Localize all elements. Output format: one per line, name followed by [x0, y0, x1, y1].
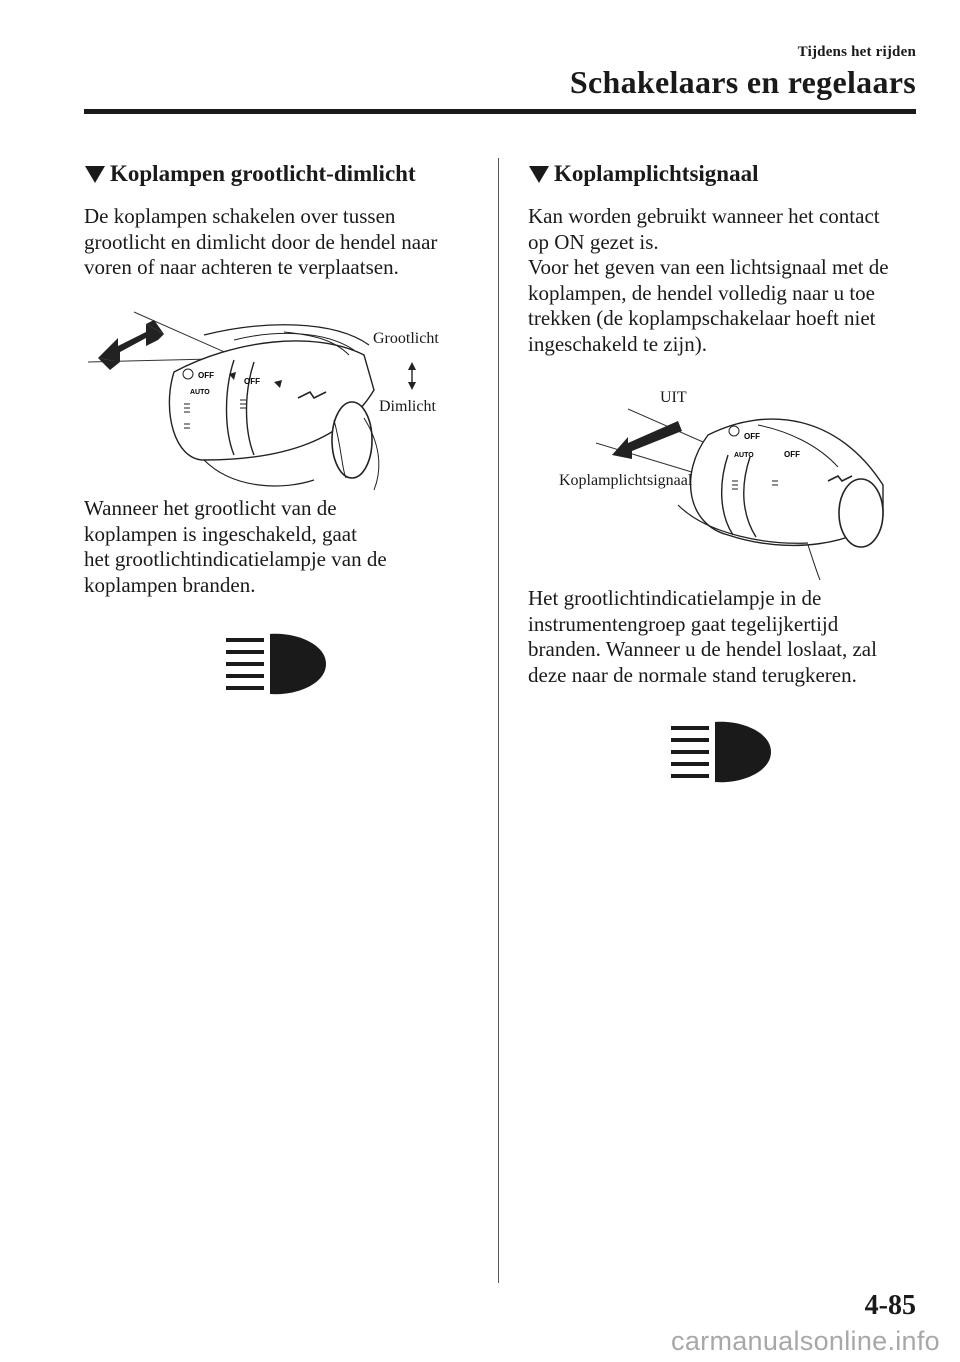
watermark: carmanualsonline.info — [671, 1326, 940, 1356]
label-low-beam: Dimlicht — [379, 398, 436, 415]
section-heading-text: Koplamplichtsignaal — [554, 161, 759, 186]
section-heading-text: Koplampen grootlicht-dimlicht — [110, 161, 416, 186]
section-high-low-beam — [84, 158, 484, 281]
header-divider — [84, 109, 916, 114]
paragraph-block — [84, 496, 484, 598]
paragraph: Wanneer het grootlicht van de koplampen is ingeschakeld, gaat het grootlichtindicatielampje van de koplampen branden. — [84, 496, 387, 597]
lever-figure-high-low — [84, 300, 484, 500]
svg-text:OFF: OFF — [784, 450, 800, 459]
high-beam-indicator-icon — [226, 632, 330, 696]
page-title: Schakelaars en regelaars — [569, 64, 916, 100]
column-divider — [498, 158, 499, 1283]
paragraph: De koplampen schakelen over tussen grootlicht en dimlicht door de hendel naar voren of naar achteren te verplaatsen. — [84, 204, 438, 279]
triangle-bullet-icon — [528, 164, 550, 184]
pull-arrow-icon — [612, 421, 682, 459]
svg-text:AUTO: AUTO — [734, 452, 754, 459]
svg-text:OFF: OFF — [198, 371, 214, 380]
paragraph: Kan worden gebruikt wanneer het contact op ON gezet is. Voor het geven van een lichtsignaal met de koplampen, de hendel volledig naar u toe trekken (de koplampschakelaar hoeft niet ingeschakeld te zijn). — [528, 204, 889, 356]
section-headlight-flasher — [528, 158, 928, 357]
high-beam-indicator-icon — [671, 720, 775, 784]
section-heading — [528, 158, 928, 190]
paragraph-block — [528, 586, 928, 688]
triangle-bullet-icon — [84, 164, 106, 184]
lever-figure-flasher — [528, 385, 928, 585]
label-flasher: Koplamplichtsignaal — [559, 472, 693, 489]
double-arrow-icon — [98, 320, 164, 370]
label-off: UIT — [660, 389, 687, 406]
chapter-title: Tijdens het rijden — [797, 44, 916, 60]
paragraph: Het grootlichtindicatielampje in de instrumentengroep gaat tegelijkertijd branden. Wanneer u de hendel loslaat, zal deze naar de normale stand terugkeren. — [528, 586, 877, 687]
svg-text:OFF: OFF — [744, 432, 760, 441]
svg-text:AUTO: AUTO — [190, 389, 210, 396]
label-high-beam: Grootlicht — [373, 330, 439, 347]
page-number: 4-85 — [864, 1290, 916, 1321]
section-heading — [84, 158, 484, 190]
svg-text:OFF: OFF — [244, 377, 260, 386]
